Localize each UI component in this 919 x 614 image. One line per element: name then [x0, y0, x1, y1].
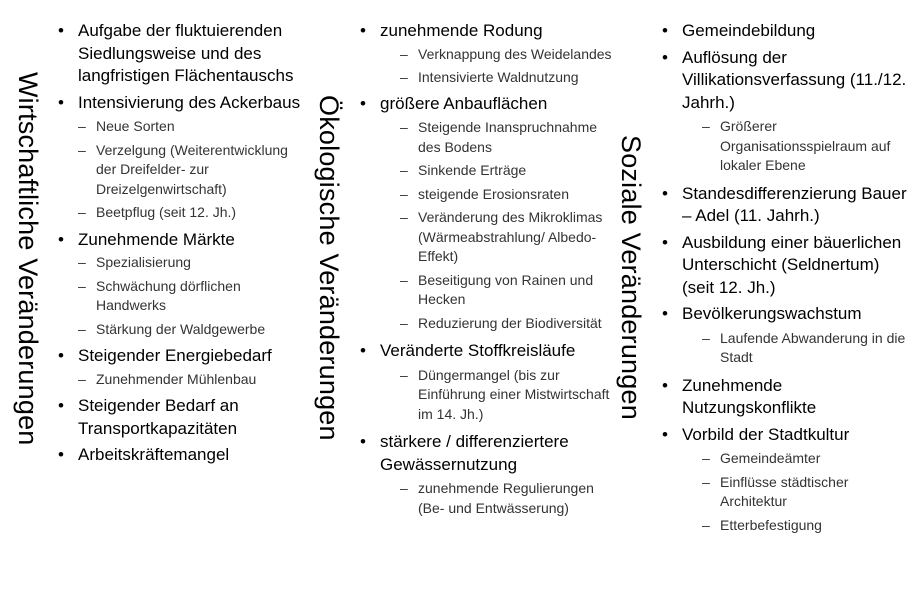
- sub-item-label: Laufende Abwanderung in die Stadt: [720, 329, 906, 365]
- bullet-icon: •: [662, 232, 668, 252]
- list-item: [58, 20, 308, 88]
- sub-item-label: Spezialisierung: [96, 254, 191, 270]
- sub-list: [78, 253, 308, 339]
- sub-list: [78, 370, 308, 390]
- list-soziale: [662, 20, 912, 535]
- sub-item-label: Veränderung des Mikroklimas (Wärmeabstrahlung/ Albedo-Effekt): [418, 209, 603, 264]
- sub-item: [380, 118, 620, 157]
- sub-item: [58, 320, 308, 340]
- sub-item: [380, 185, 620, 205]
- sub-item-label: zunehmende Regulierungen (Be- und Entwässerung): [418, 480, 594, 516]
- sub-item: [380, 479, 620, 518]
- dash-icon: –: [78, 370, 86, 387]
- list-item: [360, 431, 620, 518]
- title-wirtschaftliche: Wirtschaftliche Veränderungen: [13, 72, 43, 446]
- list-item-label: Gemeindebildung: [682, 21, 816, 40]
- list-item-label: Vorbild der Stadtkultur: [682, 424, 850, 444]
- sub-item-label: Stärkung der Waldgewerbe: [96, 320, 266, 337]
- sub-list: [380, 118, 620, 333]
- sub-item-label: Schwächung dörflichen Handwerks: [96, 277, 241, 313]
- sub-item-label: Gemeindeämter: [720, 450, 821, 466]
- sub-item: [58, 253, 308, 273]
- sub-item: [380, 45, 620, 65]
- bullet-icon: •: [662, 47, 668, 67]
- sub-item: [58, 370, 308, 390]
- bullet-icon: •: [662, 424, 668, 444]
- list-item-label: Standesdifferenzierung Bauer – Adel (11. Jahrh.): [682, 183, 907, 225]
- list-item: [360, 93, 620, 334]
- sub-item-label: Steigende Inanspruchnahme des Bodens: [418, 119, 598, 155]
- list-item-label: Bevölkerungswachstum: [682, 304, 862, 323]
- sub-item: [58, 203, 308, 223]
- dash-icon: –: [78, 141, 86, 158]
- sub-item: [682, 516, 912, 536]
- sub-list: [380, 479, 620, 518]
- dash-icon: –: [78, 277, 86, 294]
- dash-icon: –: [400, 366, 408, 383]
- sub-item-label: Düngermangel (bis zur Einführung einer Mistwirtschaft im 14. Jh.): [418, 366, 610, 422]
- dash-icon: –: [400, 209, 408, 225]
- list-item-label: Intensivierung des Ackerbaus: [78, 92, 301, 112]
- dash-icon: –: [400, 185, 408, 202]
- bullet-icon: •: [360, 432, 366, 451]
- sub-list: [682, 329, 912, 368]
- dash-icon: –: [702, 516, 710, 533]
- list-item-label: Ausbildung einer bäuerlichen Unterschicht (Seldnertum) (seit 12. Jh.): [682, 232, 902, 297]
- sub-item: [380, 271, 620, 310]
- dash-icon: –: [78, 320, 86, 337]
- list-item-label: Veränderte Stoffkreisläufe: [380, 341, 576, 360]
- list-item-label: Arbeitskräftemangel: [78, 445, 230, 464]
- list-item-label: Aufgabe der fluktuierenden Siedlungsweise und des langfristigen Flächentauschs: [78, 21, 294, 85]
- sub-item: [682, 449, 912, 469]
- dash-icon: –: [78, 254, 86, 270]
- sub-item: [380, 208, 620, 267]
- sub-item: [58, 117, 308, 137]
- bullet-icon: •: [662, 183, 668, 203]
- list-item: [662, 232, 912, 300]
- sub-item: [682, 473, 912, 512]
- dash-icon: –: [702, 450, 710, 466]
- list-oekologische: [360, 20, 620, 518]
- sub-list: [380, 45, 620, 88]
- dash-icon: –: [400, 480, 408, 496]
- sub-item: [58, 277, 308, 316]
- bullet-icon: •: [662, 21, 668, 40]
- dash-icon: –: [400, 119, 408, 135]
- sub-item-label: Verzelgung (Weiterentwicklung der Dreifelder- zur Dreizelgenwirtschaft): [96, 141, 288, 197]
- dash-icon: –: [400, 69, 408, 85]
- list-item-label: größere Anbauflächen: [380, 93, 548, 113]
- sub-list: [682, 449, 912, 535]
- sub-item-label: Etterbefestigung: [720, 516, 822, 533]
- list-item: [360, 340, 620, 424]
- dash-icon: –: [400, 45, 408, 62]
- dash-icon: –: [400, 314, 408, 331]
- bullet-icon: •: [58, 346, 64, 365]
- dash-icon: –: [702, 473, 710, 490]
- sub-item-label: Intensivierte Waldnutzung: [418, 69, 579, 85]
- bullet-icon: •: [58, 229, 64, 249]
- list-item: [662, 183, 912, 228]
- dash-icon: –: [400, 162, 408, 178]
- sub-list: [78, 117, 308, 223]
- dash-icon: –: [78, 118, 86, 134]
- title-oekologische: Ökologische Veränderungen: [314, 95, 344, 441]
- bullet-icon: •: [360, 93, 366, 113]
- column-oekologische: [360, 20, 620, 518]
- bullet-icon: •: [662, 375, 668, 395]
- list-item: [58, 229, 308, 340]
- sub-list: [682, 117, 912, 176]
- list-item: [662, 20, 912, 43]
- list-item: [662, 375, 912, 420]
- dash-icon: –: [702, 329, 710, 346]
- sub-item-label: Neue Sorten: [96, 118, 175, 134]
- list-item-label: Auflösung der Villikationsverfassung (11./12. Jahrh.): [682, 47, 907, 112]
- bullet-icon: •: [58, 92, 64, 112]
- bullet-icon: •: [360, 21, 366, 40]
- sub-item: [380, 161, 620, 181]
- list-item-label: Zunehmende Nutzungskonflikte: [682, 375, 817, 417]
- bullet-icon: •: [58, 445, 64, 464]
- sub-item-label: Zunehmender Mühlenbau: [96, 370, 257, 387]
- sub-item-label: Sinkende Erträge: [418, 162, 527, 178]
- sub-item-label: Größerer Organisationsspielraum auf lokaler Ebene: [720, 118, 891, 173]
- sub-item: [682, 329, 912, 368]
- sub-item-label: Verknappung des Weidelandes: [418, 45, 612, 62]
- title-soziale: Soziale Veränderungen: [616, 135, 646, 420]
- list-wirtschaftliche: [58, 20, 308, 467]
- list-item-label: zunehmende Rodung: [380, 21, 543, 40]
- dash-icon: –: [78, 204, 86, 220]
- list-item: [58, 395, 308, 440]
- sub-list: [380, 366, 620, 425]
- list-item-label: Steigender Bedarf an Transportkapazitäten: [78, 396, 239, 438]
- bullet-icon: •: [58, 396, 64, 415]
- list-item: [360, 20, 620, 88]
- list-item-label: Steigender Energiebedarf: [78, 346, 272, 365]
- list-item: [58, 345, 308, 389]
- list-item: [662, 47, 912, 176]
- sub-item: [380, 314, 620, 334]
- sub-item: [58, 141, 308, 200]
- sub-item: [380, 366, 620, 425]
- sub-item-label: Reduzierung der Biodiversität: [418, 314, 602, 331]
- sub-item-label: steigende Erosionsraten: [418, 185, 569, 202]
- sub-item-label: Beseitigung von Rainen und Hecken: [418, 271, 594, 307]
- dash-icon: –: [400, 271, 408, 288]
- list-item: [662, 424, 912, 536]
- sub-item-label: Beetpflug (seit 12. Jh.): [96, 204, 237, 220]
- sub-item-label: Einflüsse städtischer Architektur: [720, 473, 849, 509]
- column-wirtschaftliche: [58, 20, 308, 467]
- sub-item: [682, 117, 912, 176]
- list-item: [58, 92, 308, 223]
- list-item: [58, 444, 308, 467]
- list-item-label: Zunehmende Märkte: [78, 229, 235, 249]
- column-soziale: [662, 20, 912, 535]
- bullet-icon: •: [662, 304, 668, 323]
- bullet-icon: •: [58, 21, 64, 40]
- sub-item: [380, 68, 620, 88]
- list-item-label: stärkere / differenziertere Gewässernutzung: [380, 432, 569, 474]
- dash-icon: –: [702, 118, 710, 134]
- bullet-icon: •: [360, 341, 366, 360]
- list-item: [662, 303, 912, 368]
